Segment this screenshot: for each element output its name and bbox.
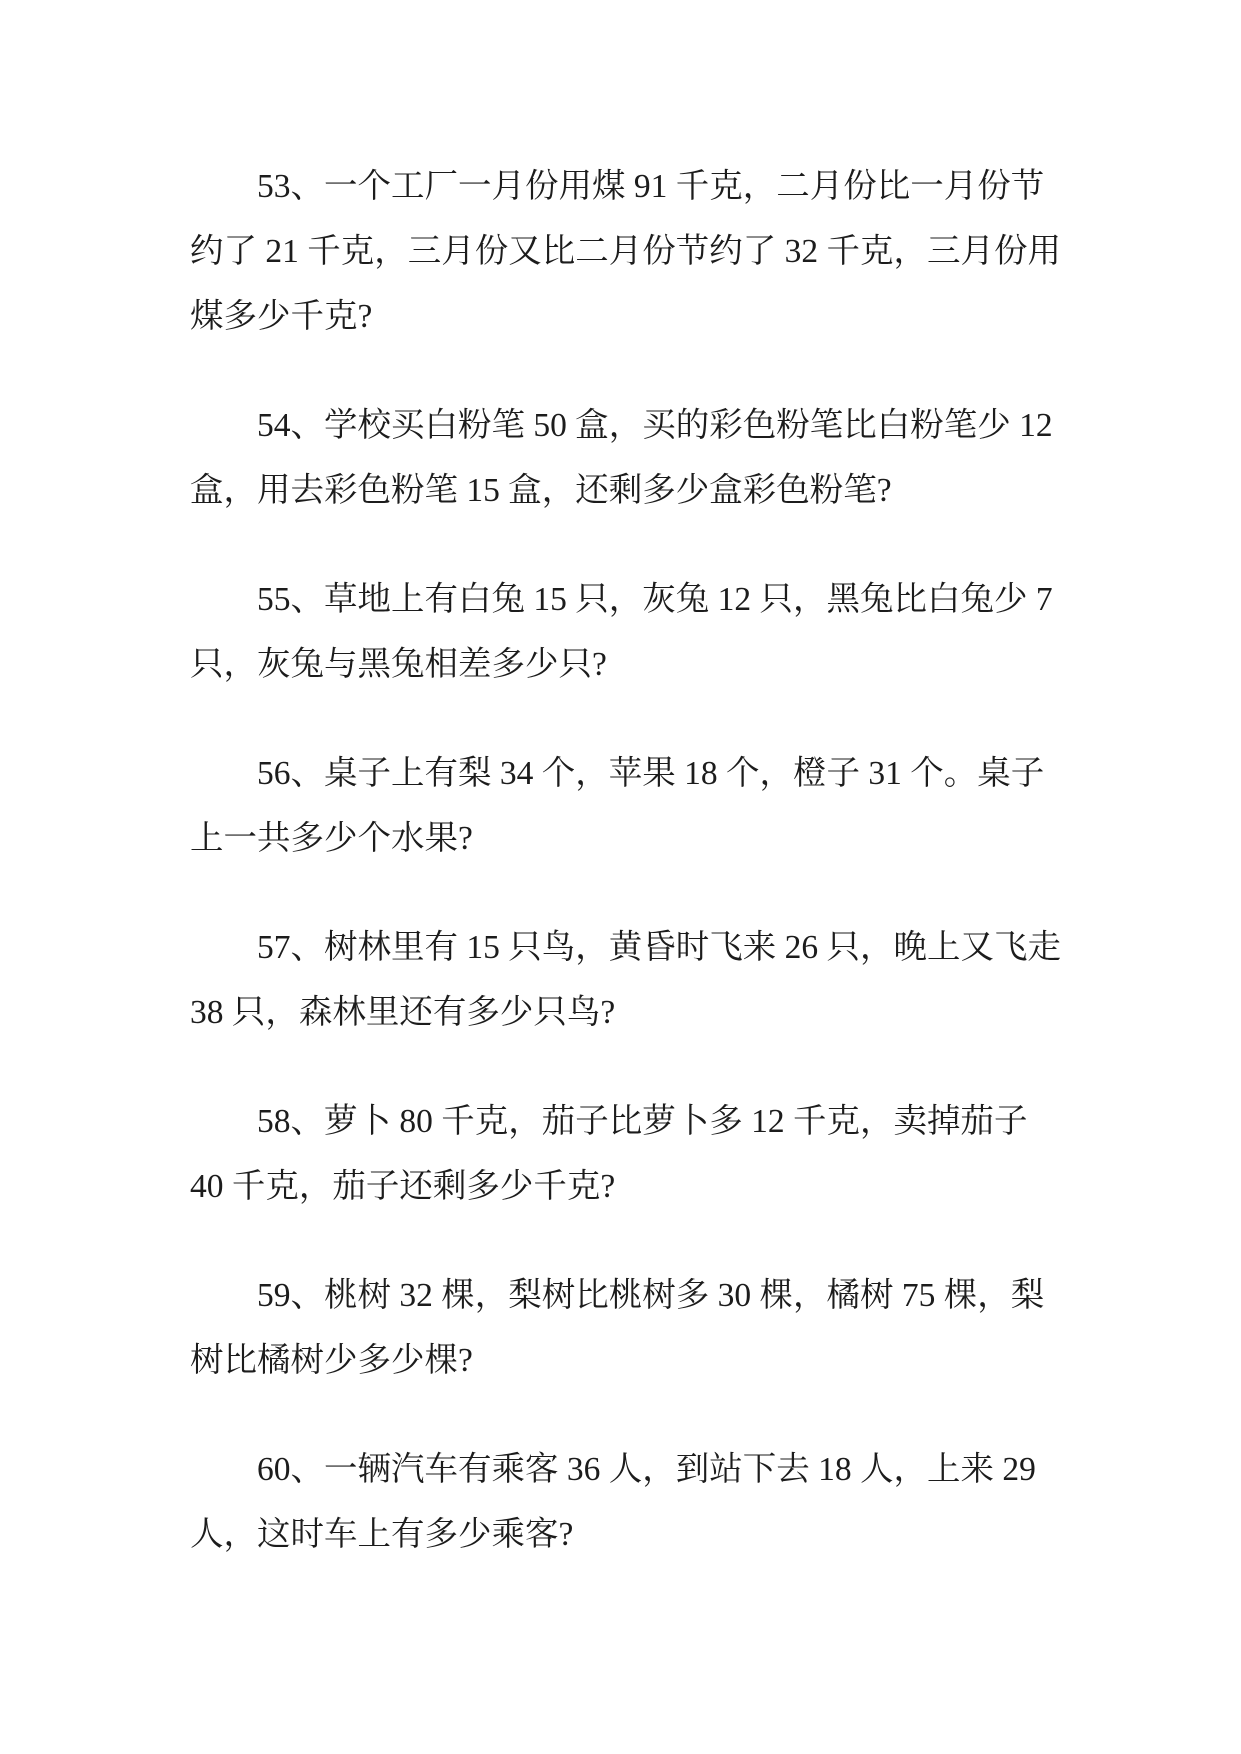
problem-list — [190, 154, 1060, 1611]
problem-line: 58、萝卜 80 千克，茄子比萝卜多 12 千克，卖掉茄子 — [257, 1103, 1028, 1140]
problem-line: 煤多少千克? — [190, 298, 373, 335]
problem-line: 40 千克，茄子还剩多少千克? — [190, 1168, 616, 1205]
problem-55 — [190, 567, 1060, 697]
problem-58 — [190, 1089, 1060, 1219]
problem-56 — [190, 741, 1060, 871]
problem-54 — [190, 393, 1060, 523]
problem-57 — [190, 915, 1060, 1045]
problem-line: 55、草地上有白兔 15 只，灰兔 12 只，黑兔比白兔少 7 — [257, 581, 1053, 618]
problem-line: 56、桌子上有梨 34 个，苹果 18 个，橙子 31 个。桌子 — [257, 755, 1045, 792]
problem-53 — [190, 154, 1060, 349]
problem-line: 57、树林里有 15 只鸟，黄昏时飞来 26 只，晚上又飞走 — [257, 929, 1061, 966]
problem-line: 只，灰兔与黑兔相差多少只? — [190, 646, 607, 683]
problem-line: 约了 21 千克，三月份又比二月份节约了 32 千克，三月份用 — [190, 233, 1061, 270]
problem-59 — [190, 1263, 1060, 1393]
problem-line: 60、一辆汽车有乘客 36 人，到站下去 18 人，上来 29 — [257, 1451, 1036, 1488]
problem-line: 盒，用去彩色粉笔 15 盒，还剩多少盒彩色粉笔? — [190, 472, 892, 509]
problem-60 — [190, 1437, 1060, 1567]
problem-line: 53、一个工厂一月份用煤 91 千克，二月份比一月份节 — [257, 168, 1045, 205]
problem-line: 54、学校买白粉笔 50 盒，买的彩色粉笔比白粉笔少 12 — [257, 407, 1053, 444]
problem-line: 树比橘树少多少棵? — [190, 1342, 473, 1379]
problem-line: 38 只，森林里还有多少只鸟? — [190, 994, 616, 1031]
problem-line: 上一共多少个水果? — [190, 820, 473, 857]
problem-line: 人，这时车上有多少乘客? — [190, 1516, 574, 1553]
problem-line: 59、桃树 32 棵，梨树比桃树多 30 棵，橘树 75 棵，梨 — [257, 1277, 1045, 1314]
